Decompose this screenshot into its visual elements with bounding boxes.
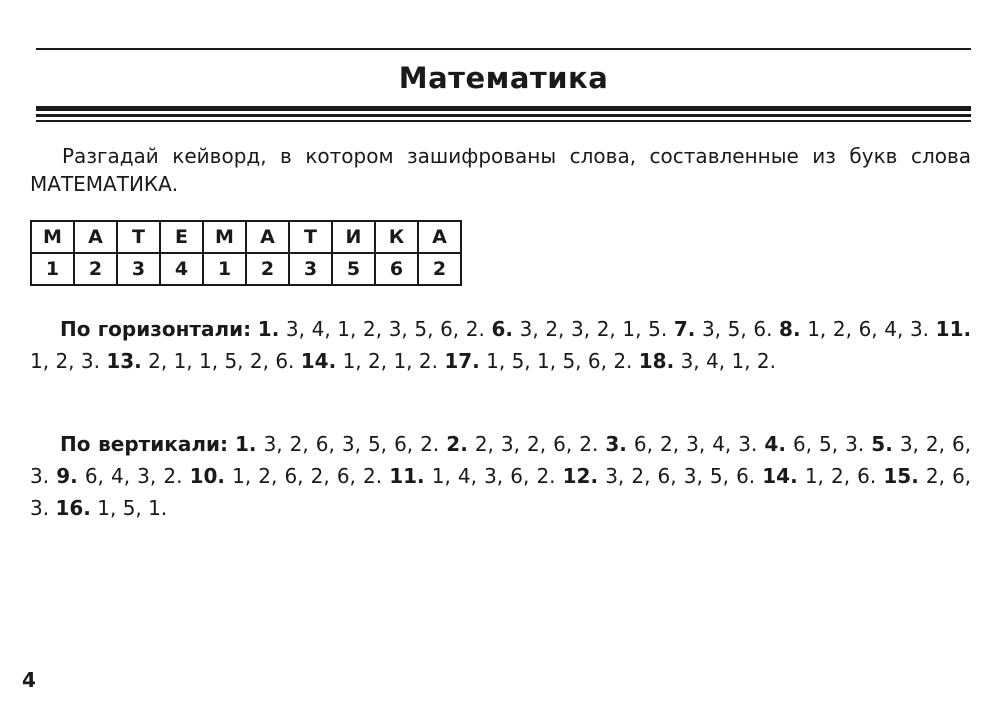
clue-number: 16. (55, 496, 91, 520)
clue-sequence: 1, 2, 1, 2. (342, 349, 438, 373)
vertical-clues (30, 428, 971, 524)
clue-sequence: 1, 5, 1. (97, 496, 168, 520)
task-intro (30, 142, 971, 198)
clue-sequence: 6, 5, 3. (792, 432, 865, 456)
clue-sequence: 3, 2, 6, 3. (30, 432, 972, 488)
clue-number: 18. (638, 349, 675, 373)
cipher-letter-cell: М (31, 221, 74, 253)
horizontal-clues (30, 313, 971, 377)
cipher-letters-row (31, 221, 461, 253)
clue-sequence: 2, 1, 1, 5, 2, 6. (148, 349, 295, 373)
clue-sequence: 2, 6, 3. (30, 464, 972, 520)
cipher-digits-row (31, 253, 461, 285)
cipher-letter-cell: А (246, 221, 289, 253)
cipher-letter-cell: Т (117, 221, 160, 253)
clue-sequence: 1, 2, 3. (30, 349, 100, 373)
title-rule (36, 120, 971, 122)
clue-number: 15. (883, 464, 919, 488)
clue-sequence: 6, 4, 3, 2. (84, 464, 183, 488)
cipher-letter-cell: Е (160, 221, 203, 253)
cipher-digit-cell: 1 (203, 253, 246, 285)
cipher-digit-cell: 2 (246, 253, 289, 285)
clue-sequence: 3, 2, 3, 2, 1, 5. (519, 317, 668, 341)
cipher-digit-cell: 3 (289, 253, 332, 285)
clue-sequence: 3, 4, 1, 2. (680, 349, 776, 373)
cipher-letter-cell: А (418, 221, 461, 253)
intro-text: Разгадай кейворд, в котором зашифрованы слова, составленные из букв слова МАТЕМАТИКА. (30, 144, 971, 196)
clue-number: 1. (257, 317, 280, 341)
clue-number: 14. (762, 464, 798, 488)
page-number: 4 (22, 668, 36, 692)
horizontal-heading: По горизонтали: (60, 317, 252, 341)
clue-number: 17. (444, 349, 480, 373)
clue-sequence: 3, 4, 1, 2, 3, 5, 6, 2. (285, 317, 485, 341)
top-rule (36, 48, 971, 50)
clue-number: 14. (300, 349, 337, 373)
clue-sequence: 1, 5, 1, 5, 6, 2. (486, 349, 633, 373)
clue-number: 3. (605, 432, 627, 456)
cipher-digit-cell: 2 (74, 253, 117, 285)
clue-number: 5. (871, 432, 893, 456)
clue-sequence: 1, 2, 6, 2, 6, 2. (232, 464, 383, 488)
clue-number: 13. (106, 349, 142, 373)
clue-sequence: 1, 2, 6, 4, 3. (807, 317, 930, 341)
clue-sequence: 1, 4, 3, 6, 2. (431, 464, 556, 488)
clue-number: 11. (935, 317, 972, 341)
clue-number: 6. (491, 317, 513, 341)
vertical-heading: По вертикали: (60, 432, 228, 456)
cipher-digit-cell: 6 (375, 253, 418, 285)
cipher-letter-cell: К (375, 221, 418, 253)
page-title: Математика (398, 61, 609, 95)
clue-sequence: 3, 2, 6, 3, 5, 6. (605, 464, 756, 488)
clue-sequence: 1, 2, 6. (804, 464, 877, 488)
clue-sequence: 3, 2, 6, 3, 5, 6, 2. (263, 432, 440, 456)
title-rule (36, 114, 971, 117)
clue-number: 1. (235, 432, 257, 456)
cipher-digit-cell: 3 (117, 253, 160, 285)
cipher-digit-cell: 5 (332, 253, 375, 285)
clue-number: 8. (779, 317, 801, 341)
clue-number: 11. (389, 464, 425, 488)
cipher-letter-cell: Т (289, 221, 332, 253)
clue-number: 12. (562, 464, 599, 488)
clue-number: 4. (764, 432, 786, 456)
cipher-digit-cell: 4 (160, 253, 203, 285)
clue-number: 7. (673, 317, 696, 341)
clue-sequence: 2, 3, 2, 6, 2. (474, 432, 599, 456)
cipher-digit-cell: 1 (31, 253, 74, 285)
clue-sequence: 3, 5, 6. (701, 317, 773, 341)
cipher-letter-cell: И (332, 221, 375, 253)
cipher-letter-cell: М (203, 221, 246, 253)
clue-number: 2. (446, 432, 468, 456)
cipher-table (30, 220, 462, 286)
cipher-digit-cell: 2 (418, 253, 461, 285)
clue-number: 9. (56, 464, 78, 488)
clue-number: 10. (189, 464, 225, 488)
clue-sequence: 6, 2, 3, 4, 3. (633, 432, 758, 456)
title-rule (36, 106, 971, 111)
cipher-letter-cell: А (74, 221, 117, 253)
